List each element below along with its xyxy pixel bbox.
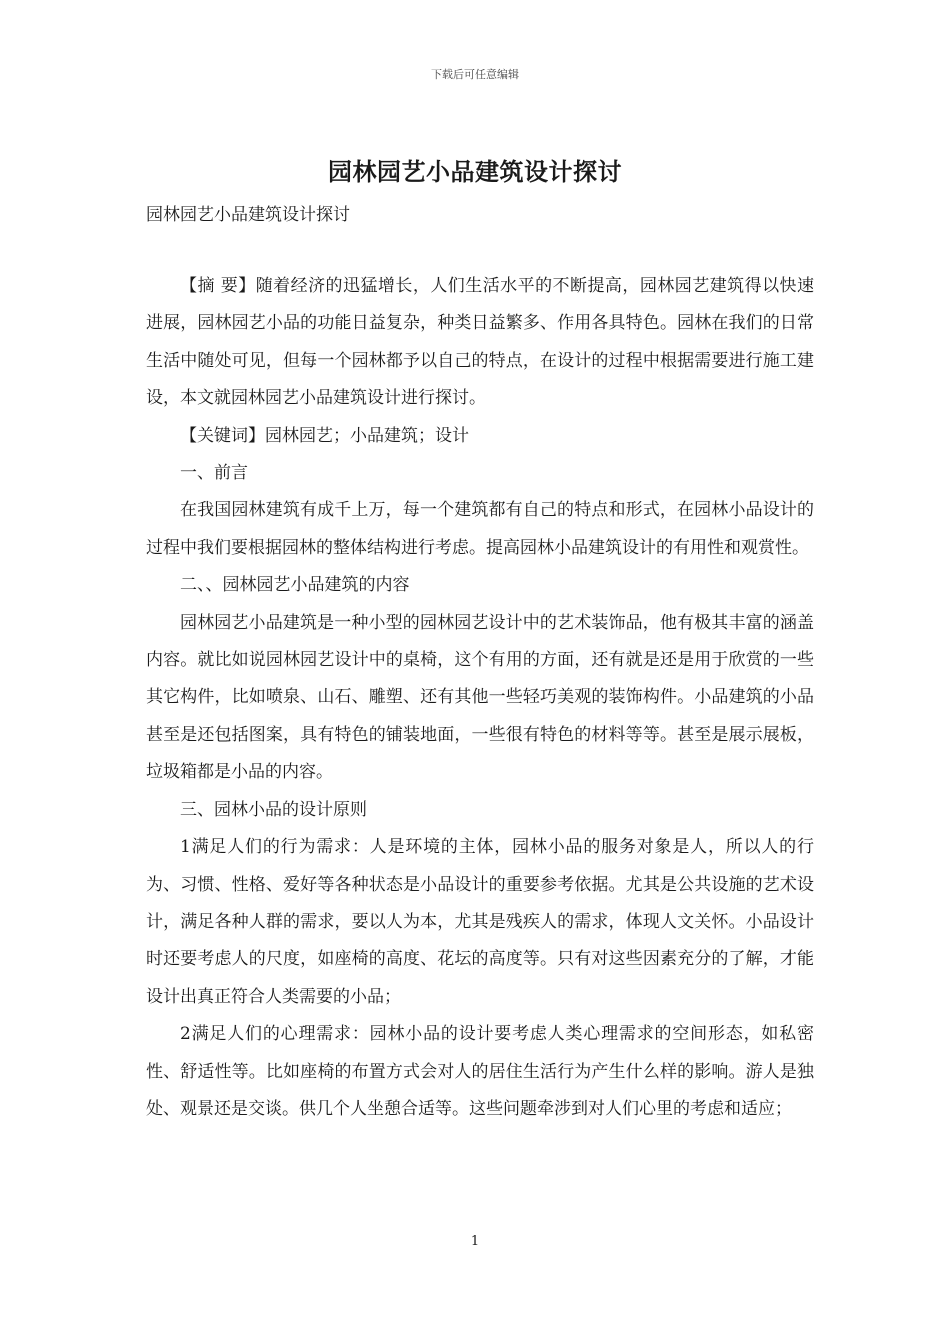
principle-2-paragraph: 2满足人们的心理需求：园林小品的设计要考虑人类心理需求的空间形态，如私密性、舒适性等。比如座椅的布置方式会对人的居住生活行为产生什么样的影响。游人是独处、观景还是交谈。供几个人坐憩合适等。这些问题牵涉到对人们心里的考虑和适应； — [146, 1024, 814, 1119]
header-note: 下载后可任意编辑 — [431, 68, 519, 81]
principle-1-paragraph: 1满足人们的行为需求：人是环境的主体，园林小品的服务对象是人，所以人的行为、习惯、性格、爱好等各种状态是小品设计的重要参考依据。尤其是公共设施的艺术设计，满足各种人群的需求，要以人为本，尤其是残疾人的需求，体现人文关怀。小品设计时还要考虑人的尺度，如座椅的高度、花坛的高度等。只有对这些因素充分的了解，才能设计出真正符合人类需要的小品； — [146, 837, 814, 1007]
document-subtitle: 园林园艺小品建筑设计探讨 — [146, 205, 350, 225]
section-heading-content: 二、、园林园艺小品建筑的内容 — [180, 575, 410, 596]
section-heading-preface: 一、前言 — [180, 463, 248, 484]
content-paragraph: 园林园艺小品建筑是一种小型的园林园艺设计中的艺术装饰品，他有极其丰富的涵盖内容。就比如说园林园艺设计中的桌椅，这个有用的方面，还有就是还是用于欣赏的一些其它构件，比如喷泉、山石、雕塑、还有其他一些轻巧美观的装饰构件。小品建筑的小品甚至是还包括图案，具有特色的铺装地面，一些很有特色的材料等等。甚至是展示展板，垃圾箱都是小品的内容。 — [146, 612, 814, 783]
keywords-paragraph: 【关键词】园林园艺；小品建筑；设计 — [180, 425, 469, 446]
document-title: 园林园艺小品建筑设计探讨 — [328, 157, 622, 186]
abstract-paragraph: 【摘 要】随着经济的迅猛增长，人们生活水平的不断提高，园林园艺建筑得以快速进展，园林园艺小品的功能日益复杂，种类日益繁多、作用各具特色。园林在我们的日常生活中随处可见，但每一个园林都予以自己的特点，在设计的过程中根据需要进行施工建设，本文就园林园艺小品建筑设计进行探讨。 — [146, 276, 814, 409]
section-heading-principles: 三、园林小品的设计原则 — [180, 799, 367, 820]
document-body — [146, 268, 814, 1128]
preface-paragraph: 在我国园林建筑有成千上万，每一个建筑都有自己的特点和形式，在园林小品设计的过程中我们要根据园林的整体结构进行考虑。提高园林小品建筑设计的有用性和观赏性。 — [146, 500, 814, 558]
page-number: 1 — [470, 1234, 480, 1249]
